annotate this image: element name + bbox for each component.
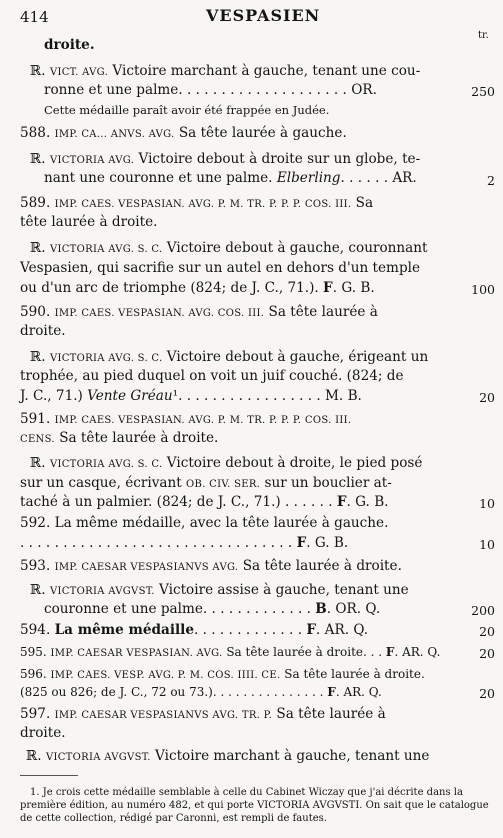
text-line: 596. IMP. CAES. VESP. AVG. P. M. COS. IIII. CE. Sa tête laurée à droite.	[20, 667, 425, 681]
text-line: (825 ou 826; de J. C., 72 ou 73.). . . . . . . . . . . . . . . F. AR. Q.	[20, 685, 382, 699]
text-line: ℝ. VICTORIA AVG. Victoire debout à droite sur un globe, te-	[30, 151, 421, 167]
text-line: ℝ. VICTORIA AVG. S. C. Victoire debout à gauche, couronnant	[30, 240, 428, 256]
text-line: ℝ. VICTORIA AVGVST. Victoire marchant à gauche, tenant une	[26, 748, 430, 764]
text-line: 589. IMP. CAES. VESPASIAN. AVG. P. M. TR. P. P. P. COS. III. Sa	[20, 195, 374, 211]
value-figure: 10	[479, 537, 495, 552]
value-figure: 20	[479, 624, 495, 639]
text-line: ℝ. VICTORIA AVG. S. C. Victoire debout à droite, le pied posé	[30, 455, 423, 471]
text-line: 590. IMP. CAES. VESPASIAN. AVG. COS. III. Sa tête laurée à	[20, 304, 378, 320]
footnote-line: première édition, au numéro 482, et qui porte VICTORIA AVGVSTI. On sait que le catalogue	[20, 800, 489, 811]
value-figure: 200	[471, 603, 495, 618]
text-line: couronne et une palme. . . . . . . . . . . . . B. OR. Q.	[44, 601, 381, 617]
margin-label: tr.	[478, 30, 489, 41]
text-line: droite.	[20, 323, 66, 339]
text-line: taché à un palmier. (824; de J. C., 71.) . . . . . . F. G. B.	[20, 494, 389, 510]
text-line: 595. IMP. CAESAR VESPASIAN. AVG. Sa tête laurée à droite. . . F. AR. Q.	[20, 645, 441, 659]
footnote-rule	[20, 775, 78, 776]
text-line: ℝ. VICTORIA AVG. S. C. Victoire debout à gauche, érigeant un	[30, 349, 429, 365]
text-line: ronne et une palme. . . . . . . . . . . . . . . . . . . . OR.	[44, 82, 377, 98]
value-figure: 20	[479, 686, 495, 701]
text-line: ℝ. VICTORIA AVGVST. Victoire assise à gauche, tenant une	[30, 582, 409, 598]
text-line: . . . . . . . . . . . . . . . . . . . . . . . . . . . . . . . . F. G. B.	[20, 535, 349, 551]
text-line: 594. La même médaille. . . . . . . . . . . . . F. AR. Q.	[20, 622, 369, 638]
page-number: 414	[20, 8, 49, 26]
text-line: CENS. Sa tête laurée à droite.	[20, 430, 219, 446]
text-line: Vespasien, qui sacrifie sur un autel en dehors d'un temple	[20, 260, 421, 276]
text-line: J. C., 71.) Vente Gréau¹. . . . . . . . . . . . . . . . . M. B.	[20, 388, 362, 404]
value-figure: 20	[479, 390, 495, 405]
text-line: sur un casque, écrivant OB. CIV. SER. sur un bouclier at-	[20, 475, 392, 491]
text-line: nant une couronne et une palme. Elberling. . . . . . AR.	[44, 170, 417, 186]
value-figure: 2	[487, 173, 495, 188]
text-line: Cette médaille paraît avoir été frappée en Judée.	[44, 103, 330, 117]
text-line: 591. IMP. CAES. VESPASIAN. AVG. P. M. TR. P. P. P. COS. III.	[20, 411, 352, 427]
text-line: 593. IMP. CAESAR VESPASIANVS AVG. Sa tête laurée à droite.	[20, 558, 402, 574]
text-line: ou d'un arc de triomphe (824; de J. C., 71.). F. G. B.	[20, 280, 375, 296]
text-line: tête laurée à droite.	[20, 214, 158, 230]
text-line: 592. La même médaille, avec la tête laurée à gauche.	[20, 515, 389, 531]
value-figure: 20	[479, 646, 495, 661]
text-line: 588. IMP. CA... ANVS. AVG. Sa tête laurée à gauche.	[20, 125, 347, 141]
value-figure: 100	[471, 282, 495, 297]
footnote-line: de cette collection, rédigé par Caronni, est rempli de fautes.	[20, 813, 327, 824]
text-line: droite.	[20, 725, 66, 741]
text-line: trophée, au pied duquel on voit un juif couché. (824; de	[20, 368, 404, 384]
running-head: VESPASIEN	[206, 6, 321, 25]
value-figure: 10	[479, 496, 495, 511]
text-line: 597. IMP. CAESAR VESPASIANVS AVG. TR. P. Sa tête laurée à	[20, 706, 386, 722]
value-figure: 250	[471, 84, 495, 99]
footnote-line: 1. Je crois cette médaille semblable à celle du Cabinet Wiczay que j'ai décrite dans la	[30, 787, 463, 798]
text-line: ℝ. VICT. AVG. Victoire marchant à gauche, tenant une cou-	[30, 63, 421, 79]
text-line: droite.	[44, 37, 95, 53]
